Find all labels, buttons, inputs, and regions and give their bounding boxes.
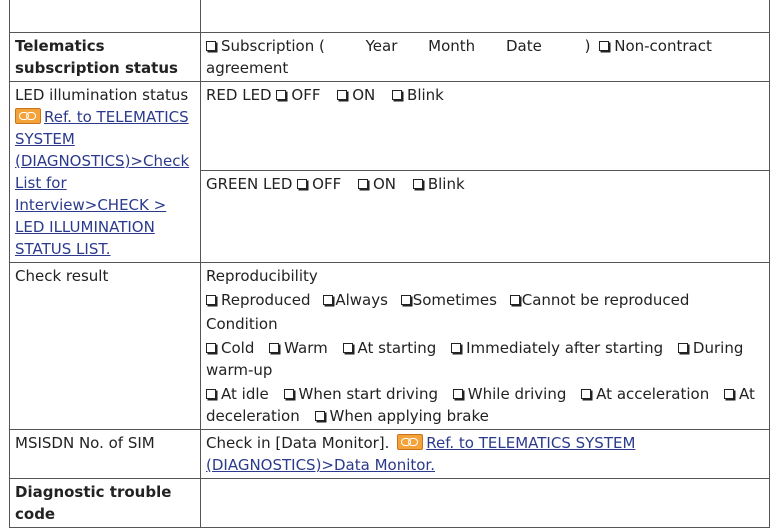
green-on-checkbox[interactable]	[358, 179, 368, 189]
table-row-dtc	[10, 479, 770, 528]
row-label-check-result: Check result	[10, 263, 201, 430]
row-label-msisdn: MSISDN No. of SIM	[10, 430, 201, 479]
table-row-msisdn	[10, 430, 770, 479]
red-blink-checkbox[interactable]	[392, 90, 402, 100]
applying-brake-checkbox[interactable]	[315, 411, 325, 421]
date-label: Date	[505, 37, 542, 55]
always-checkbox[interactable]	[323, 295, 333, 305]
subscription-checkbox[interactable]	[206, 41, 216, 51]
immediately-after-starting-checkbox[interactable]	[451, 343, 461, 353]
at-acceleration-checkbox[interactable]	[581, 389, 591, 399]
at-idle-checkbox[interactable]	[206, 389, 216, 399]
link-icon	[397, 434, 423, 450]
warm-checkbox[interactable]	[269, 343, 279, 353]
table-row-check-result	[10, 263, 770, 430]
row-label-dtc: Diagnostic trouble code	[10, 479, 201, 528]
row-label-subscription: Telematics subscription status	[10, 33, 201, 82]
non-contract-checkbox[interactable]	[599, 41, 609, 51]
during-warm-up-checkbox[interactable]	[678, 343, 688, 353]
at-deceleration-checkbox[interactable]	[724, 389, 734, 399]
while-driving-checkbox[interactable]	[453, 389, 463, 399]
table-row-empty-top	[10, 0, 770, 33]
start-driving-checkbox[interactable]	[284, 389, 294, 399]
red-off-checkbox[interactable]	[276, 90, 286, 100]
led-status-ref-link[interactable]: Ref. to TELEMATICS SYSTEM (DIAGNOSTICS)>Check List for Interview>CHECK > LED ILLUMINATION STATUS LIST.	[15, 108, 190, 258]
red-on-checkbox[interactable]	[337, 90, 347, 100]
link-icon	[15, 108, 41, 124]
green-blink-checkbox[interactable]	[413, 179, 423, 189]
interview-check-table	[9, 0, 770, 528]
reproduced-checkbox[interactable]	[206, 295, 216, 305]
table-row-red-led	[10, 82, 770, 171]
check-result-options: Reproducibility Reproduced Always Sometimes Cannot be reproduced Condition Cold Warm At starting Immediately after starting During warm-up At idle When start driving While driving At acceleration At deceleration When applying brake	[201, 263, 770, 430]
red-led-options: RED LED OFF ON Blink	[201, 82, 770, 171]
month-label: Month	[428, 37, 476, 55]
green-off-checkbox[interactable]	[297, 179, 307, 189]
sometimes-checkbox[interactable]	[401, 295, 411, 305]
cold-checkbox[interactable]	[206, 343, 216, 353]
year-label: Year	[365, 37, 398, 55]
table-row-subscription	[10, 33, 770, 82]
green-led-options: GREEN LED OFF ON Blink	[201, 171, 770, 263]
row-label-led: LED illumination status Ref. to TELEMATICS SYSTEM (DIAGNOSTICS)>Check List for Interview>CHECK > LED ILLUMINATION STATUS LIST.	[10, 82, 201, 263]
data-monitor-ref-link[interactable]: Ref. to TELEMATICS SYSTEM (DIAGNOSTICS)>Data Monitor.	[206, 434, 636, 474]
subscription-options: Subscription ( Year Month Date ) Non-contract agreement	[201, 33, 770, 82]
msisdn-content: Check in [Data Monitor]. Ref. to TELEMATICS SYSTEM (DIAGNOSTICS)>Data Monitor.	[201, 430, 770, 479]
cannot-reproduce-checkbox[interactable]	[510, 295, 520, 305]
at-starting-checkbox[interactable]	[343, 343, 353, 353]
